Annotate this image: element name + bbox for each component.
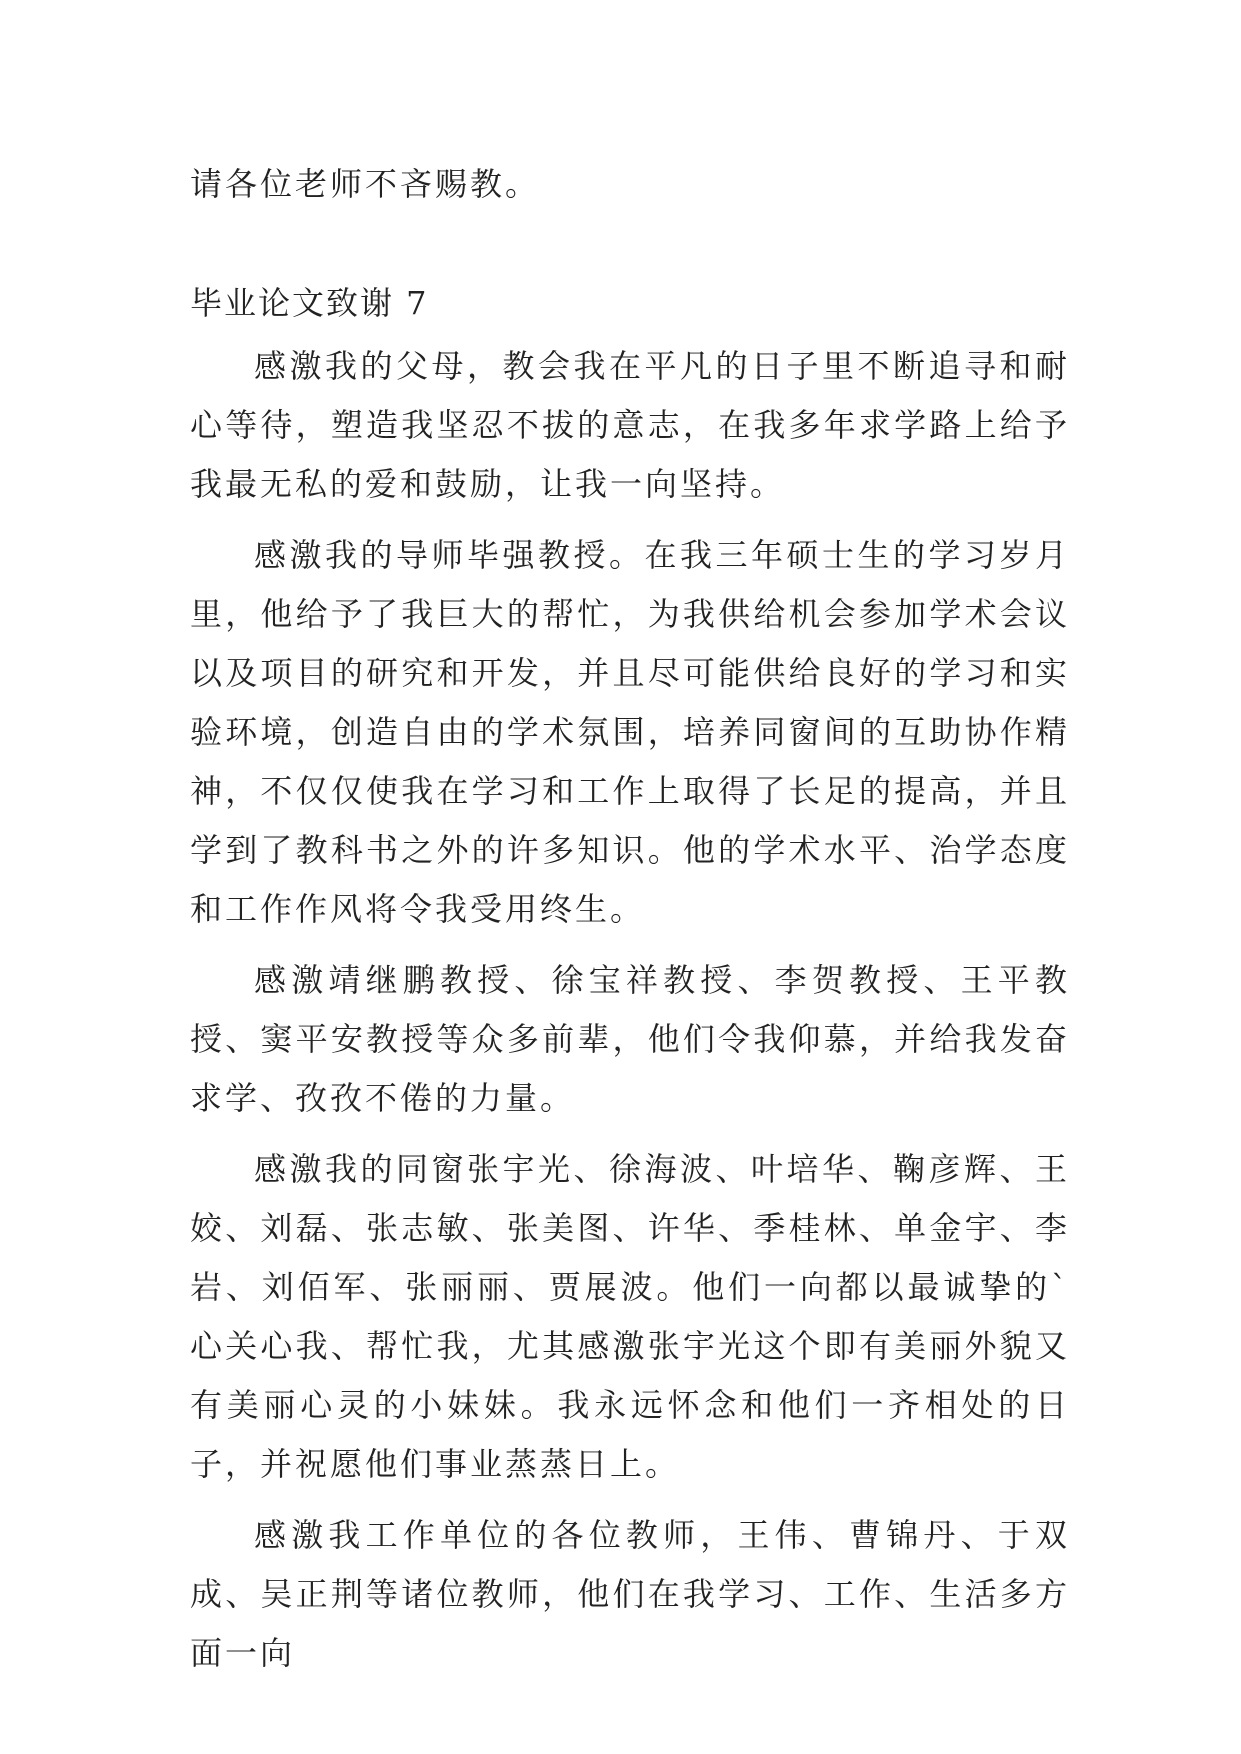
paragraph-professors: 感激靖继鹏教授、徐宝祥教授、李贺教授、王平教授、窦平安教授等众多前辈，他们令我仰慕，并给我发奋求学、孜孜不倦的力量。 bbox=[190, 961, 1070, 1117]
paragraph-classmates: 感激我的同窗张宇光、徐海波、叶培华、鞠彦辉、王姣、刘磊、张志敏、张美图、许华、季桂林、单金宇、李岩、刘佰军、张丽丽、贾展波。他们一向都以最诚挚的`心关心我、帮忙我，尤其感激张宇光这个即有美丽外貌又有美丽心灵的小妹妹。我永远怀念和他们一齐相处的日子，并祝愿他们事业蒸蒸日上。 bbox=[190, 1150, 1070, 1483]
closing-line: 请各位老师不吝赐教。 bbox=[190, 165, 541, 203]
paragraph-parents: 感激我的父母，教会我在平凡的日子里不断追寻和耐心等待，塑造我坚忍不拔的意志，在我多年求学路上给予我最无私的爱和鼓励，让我一向坚持。 bbox=[190, 347, 1070, 503]
section-title: 毕业论文致谢 7 bbox=[190, 284, 429, 322]
paragraph-advisor: 感激我的导师毕强教授。在我三年硕士生的学习岁月里，他给予了我巨大的帮忙，为我供给机会参加学术会议以及项目的研究和开发，并且尽可能供给良好的学习和实验环境，创造自由的学术氛围，培养同窗间的互助协作精神，不仅仅使我在学习和工作上取得了长足的提高，并且学到了教科书之外的许多知识。他的学术水平、治学态度和工作作风将令我受用终生。 bbox=[190, 536, 1070, 928]
paragraph-colleagues: 感激我工作单位的各位教师，王伟、曹锦丹、于双成、吴正荆等诸位教师，他们在我学习、工作、生活多方面一向 bbox=[190, 1516, 1070, 1672]
document-body bbox=[190, 337, 1070, 1695]
